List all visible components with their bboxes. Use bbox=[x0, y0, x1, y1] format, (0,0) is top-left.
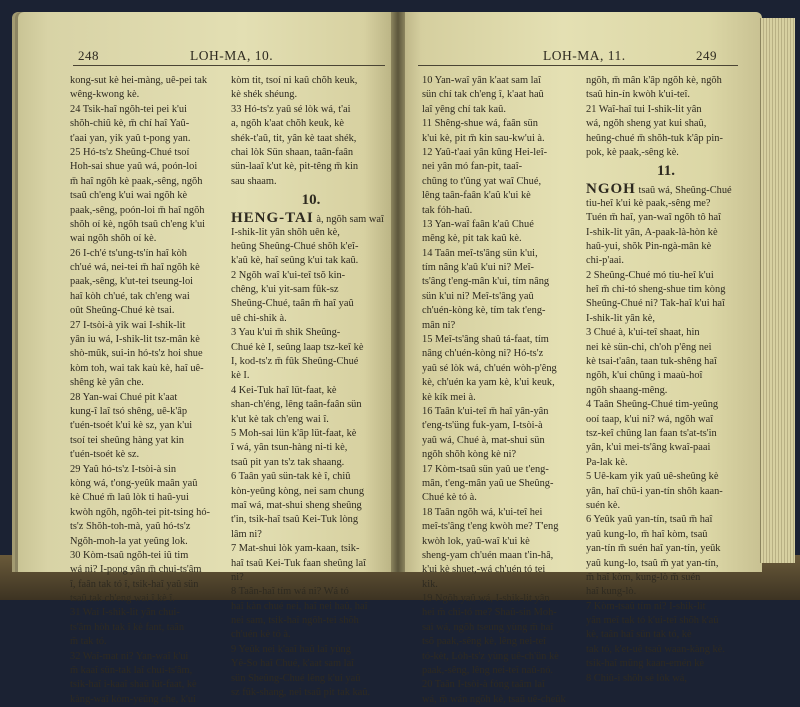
text-line: k'ui kè shuet,-wá ch'uén tó tei bbox=[422, 564, 546, 576]
text-line: sün-laaî k'ut kè, pit-têng m̄ kin bbox=[231, 161, 359, 173]
text-line: yaû kung-lo, m̄ haî kòm, tsaû bbox=[586, 528, 708, 540]
text-line: ch'ué wá, nei-tei m̄ haî ngŏh kè bbox=[70, 262, 200, 274]
text-line: ch'uén kè tó à. bbox=[231, 629, 291, 641]
text-line: kwòh lok, yaû-waî k'ui kè bbox=[422, 535, 530, 547]
text-line: 3 Yau k'ui m̄ shik Sheûng- bbox=[231, 327, 341, 339]
text-line: 33 Hó-ts'z yaû sé lòk wá, t'ai bbox=[231, 103, 351, 115]
text-line: ts'âm hòh tak î kè fant, taân bbox=[70, 621, 185, 633]
text-line: î wá, yân tsun-hàng ni-ti kè, bbox=[231, 442, 348, 454]
text-line: t'eng-ts'üng fuk-yam, I-tsòi-à bbox=[422, 420, 543, 432]
text-line: 9 Yeûk nei k'aaî haû laî yùng bbox=[231, 643, 351, 655]
text-line: 25 Hó-ts'z Sheûng-Chué tsoí bbox=[70, 146, 190, 158]
text-line: maî wá, mat-shui sheng sheûng bbox=[231, 499, 362, 511]
text-line: mân ni? bbox=[422, 319, 456, 331]
text-line: sün Sheûng-Chué lêng k'ui yaû bbox=[231, 672, 361, 684]
text-line: I-shik-lit yân kè, bbox=[586, 312, 655, 324]
left-page bbox=[18, 12, 394, 705]
text-line: yân meî tak tó k'ui-teî shŏh k'aû bbox=[586, 615, 719, 627]
text-line: 27 I-tsòi-à yik wai I-shik-lit bbox=[70, 319, 186, 331]
text-line: chêng, k'ui yit-sam fûk-sz bbox=[231, 284, 339, 296]
text-line: oût Sheûng-Chué kè tsai. bbox=[70, 305, 175, 317]
right-page bbox=[400, 12, 762, 705]
text-line: haî kàn chué nei, haî nei haû, haî bbox=[231, 600, 368, 612]
text-line: Pa-lak kè. bbox=[586, 456, 628, 468]
text-line: m̄ haî kòm, kung-lò m̄ suén bbox=[586, 571, 701, 583]
text-line: kè kík mei à. bbox=[422, 391, 476, 403]
text-line: 29 Yaû hó-ts'z I-tsòi-à sin bbox=[70, 463, 177, 475]
text-line: tó-kèt, Lòh-ts'z yùng uê-ch'ün kè bbox=[422, 650, 559, 662]
text-line: haî tsaû Kei-Tuk faan sheûng laî bbox=[231, 557, 366, 569]
text-line: 5 Moh-sai lün k'âp lüt-faat, kè bbox=[231, 427, 357, 439]
text-line: Chué kè I, seûng laap tsz-keî kè bbox=[231, 341, 364, 353]
text-line: 14 Taân meî-ts'âng sün k'ui, bbox=[422, 247, 538, 259]
text-line: ni? bbox=[231, 571, 244, 583]
text-line: sau shaam. bbox=[231, 175, 277, 187]
text-line: 16 Taân k'ui-teî m̄ haî yân-yân bbox=[422, 405, 549, 417]
text-line: wá ni? I-pong yân m̄ chui-ts'âm bbox=[70, 564, 202, 576]
text-line: 15 Meî-ts'âng shaû tá-faat, tím bbox=[422, 334, 549, 346]
text-line: ts'z Shŏh-toh-mà, yaû hó-ts'z bbox=[70, 521, 191, 533]
text-line: tsaû ch'eng k'ui wai ngŏh kè bbox=[70, 190, 188, 202]
text-line: chai lòk Sün shaan, taân-faân bbox=[231, 146, 354, 158]
running-head-left: LOH-MA, 10. bbox=[190, 48, 274, 63]
text-line: hei m̄ chi-tó me? Shaû-sin Moh- bbox=[422, 607, 557, 619]
text-line: tsoí tei sheûng hàng yat kin bbox=[70, 434, 184, 446]
text-line: heî m̄ chi-tó sheng-shue tim kòng bbox=[586, 284, 726, 296]
text-line: yaû kung-lo, tsaû m̄ yat yan-tín, bbox=[586, 557, 719, 569]
text-line: haû-yui, shŏk Pin-ngà-mân kè bbox=[586, 240, 712, 252]
chapter-opening-line bbox=[586, 182, 746, 196]
text-line: Hoh-sai shue yaû wá, poón-loi bbox=[70, 161, 198, 173]
text-line: Yê-So haî Chué, k'aat sam laî bbox=[231, 658, 355, 670]
chapter-opening-line bbox=[231, 211, 391, 225]
text-line: 11 Shêng-shue wá, faân sün bbox=[422, 118, 538, 130]
text-line: kung-î laî tsó shêng, uê-k'âp bbox=[70, 405, 188, 417]
text-line: sün chí tak ch'eng î, k'aat haû bbox=[422, 89, 544, 101]
text-line: k'aû kè, haî seûng k'ui tak kaû. bbox=[231, 255, 359, 267]
chapter-title: 10. bbox=[301, 192, 321, 209]
text-line: tsik-haî i-kaaî shaû lüt-faat, kè bbox=[70, 679, 197, 691]
text-line: 7 Kòm-tsaû tím ni? I-shik-lit bbox=[586, 600, 706, 612]
text-line: chûng to t'ûng yat waî Chué, bbox=[422, 175, 542, 187]
text-line: meî-ts'âng t'eng kwòh me? T'eng bbox=[422, 521, 559, 533]
text-line: ooí taap, k'ui ni? wá, ngŏh waî bbox=[586, 413, 714, 425]
text-line: wêng-kwong kè. bbox=[70, 89, 140, 101]
text-line: shêng kè yân che. bbox=[70, 377, 144, 389]
opening-line-text: à, ngŏh sam waî bbox=[316, 214, 384, 226]
text-line: wá, ngŏh sheng yat kui shaû, bbox=[586, 118, 707, 130]
text-line: kong-sut kè hei-màng, uê-pei tak bbox=[70, 75, 208, 86]
text-line: 18 Taân ngŏh wá, k'ui-teî hei bbox=[422, 506, 543, 518]
text-line: 6 Yeûk yaû yan-tín, tsaû m̄ haî bbox=[586, 514, 713, 526]
text-line: chi-p'aai. bbox=[586, 255, 624, 267]
left-page-column-2 bbox=[231, 74, 391, 700]
text-line: 4 Kei-Tuk haî lüt-faat, kè bbox=[231, 384, 337, 396]
running-head-right: LOH-MA, 11. bbox=[543, 48, 626, 63]
text-line: uê chi-shik à. bbox=[231, 312, 287, 324]
text-line: nâng ch'uén-kòng ni? Hó-ts'z bbox=[422, 348, 544, 360]
text-line: 19 Ngŏh yaû wá, I-shik-lit yân bbox=[422, 593, 550, 605]
text-line: sz fûk-shang, nei tsaû pit tak kaû. bbox=[231, 687, 371, 699]
text-line: 26 I-ch'é ts'ung-ts'ín haî kòh bbox=[70, 247, 188, 259]
header-rule-right bbox=[418, 65, 738, 66]
text-line: m̄ kaaî sün-tak laî chui-ts'âm, bbox=[70, 665, 193, 677]
text-line: Tuén m̄ haî, yan-waî ngŏh tô haî bbox=[586, 212, 721, 224]
text-line: kòng wá, t'ong-yeûk maân yaû bbox=[70, 477, 198, 489]
text-line: yan-tín m̄ suén haî yan-tín, yeûk bbox=[586, 543, 721, 555]
text-line: 10 Yan-waî yân k'aat sam laî bbox=[422, 75, 542, 86]
text-line: tím nâng k'aû k'ui ni? Meî- bbox=[422, 262, 534, 274]
text-line: Sheûng-Chué ni? Tak-haî k'ui haî bbox=[586, 298, 725, 310]
text-line: tsz-keî chûng lan faan ts'at-ts'in bbox=[586, 427, 717, 439]
text-line: 2 Sheûng-Chué mó tiu-heî k'ui bbox=[586, 269, 714, 281]
book-gutter bbox=[391, 12, 405, 572]
text-line: lâm ni? bbox=[231, 528, 262, 540]
text-line: 20 Taân I-tsòi-à fóng taâm laî bbox=[422, 679, 545, 691]
text-line: nei yân mó fan-pit, taaî- bbox=[422, 161, 523, 173]
text-line: tsaû hin-ín kwòh k'ui-teî. bbox=[586, 89, 691, 101]
text-line: k'ui kè, pit m̄ kin sau-kw'ui à. bbox=[422, 132, 545, 144]
right-page-column-2 bbox=[586, 74, 746, 686]
text-line: kòn-yeûng kòng, nei sam chung bbox=[231, 485, 365, 497]
text-line: 8 Taân-haî tím wá ni? Wá tó bbox=[231, 586, 349, 598]
text-line: ngŏh shŏh kòng kè ni? bbox=[422, 449, 517, 461]
text-line: î, faân tak tó î, tsik-haî yaû sün bbox=[70, 578, 199, 590]
page-number-right: 249 bbox=[696, 48, 717, 63]
text-line: yaû wá, Chué à, mat-shui sün bbox=[422, 434, 545, 446]
text-line: suén kè. bbox=[586, 499, 621, 511]
text-line: shan-ch'éng, lêng taân-faân sün bbox=[231, 399, 362, 411]
opening-line-text: tsaû wá, Sheûng-Chué bbox=[638, 185, 732, 197]
text-line: ngŏh, m̄ mân k'âp ngŏh kè, ngŏh bbox=[586, 75, 722, 86]
text-line: lêng taân-faân k'aû k'ui kè bbox=[422, 190, 531, 202]
text-line: sheng-yam ch'uén maan t'in-hâ, bbox=[422, 549, 554, 561]
text-line: 2 Ngŏh waî k'ui-teî tsŏ kin- bbox=[231, 269, 346, 281]
text-line: Ngŏh-moh-la yat yeûng lok. bbox=[70, 535, 188, 547]
text-line: heûng-chué m̄ shŏh-tuk k'âp pin- bbox=[586, 132, 723, 144]
text-line: tsŏ paak,-sêng kè, lêng nei-teî bbox=[422, 636, 547, 648]
text-line: 5 Uê-kam yik yaû uê-sheûng kè bbox=[586, 471, 719, 483]
text-line: paak,-sêng, lêng nei-teî naû-nó. bbox=[422, 665, 553, 677]
text-line: I-shik-lit yân shŏh uên kè, bbox=[231, 226, 340, 238]
text-line: sai wá, ngŏh tseung yùng m̄ haî bbox=[422, 621, 554, 633]
text-line: Chué kè tó à. bbox=[422, 492, 477, 504]
text-line: tsaû pit yan ts'z tak shaang. bbox=[231, 456, 345, 468]
text-line: ts'âng t'eng-mân k'ui, tím nâng bbox=[422, 276, 550, 288]
text-line: m̄ haî ngŏh kè paak,-sêng, ngŏh bbox=[70, 175, 203, 187]
text-line: paak,-sêng, poón-loi m̄ haî ngŏh bbox=[70, 204, 205, 216]
text-line: wai ngŏh shŏh oí kè. bbox=[70, 233, 157, 245]
text-line: 6 Taân yaû sün-tak kè î, chiû bbox=[231, 471, 351, 483]
page-fore-edge bbox=[760, 18, 795, 563]
text-line: 28 Yan-wai Chué pit k'aat bbox=[70, 391, 178, 403]
text-line: m̄ tak tó. bbox=[70, 636, 107, 648]
text-line: 30 Kòm-tsaû ngŏh-tei iû tim bbox=[70, 549, 189, 561]
text-line: yân iu wá, I-shik-lit tsz-mân kè bbox=[70, 334, 200, 346]
text-line: 21 Waî-haî tui I-shik-lit yân bbox=[586, 103, 702, 115]
text-line: 24 Tsik-haî ngŏh-tei pei k'ui bbox=[70, 103, 187, 115]
text-line: shék-t'aû, tit, yân kè taat shék, bbox=[231, 132, 357, 144]
text-line: kik. bbox=[422, 578, 438, 590]
text-line: 12 Yaû-t'aai yân kûng Hei-leî- bbox=[422, 146, 548, 158]
text-line: I-shik-lit yân, A-paak-là-hòn kè bbox=[586, 226, 718, 238]
chapter-title: 11. bbox=[657, 163, 675, 180]
text-line: yân, haî chü-i yan-tín shŏh kaan- bbox=[586, 485, 723, 497]
text-line: yân, k'ui mei-ts'âng kwaî-paai bbox=[586, 442, 711, 454]
text-line: wá, m̄ wán ngŏh kè, tsaû uê-cheûk bbox=[422, 693, 566, 705]
drop-cap-word: HENG-TAI bbox=[231, 210, 314, 227]
text-line: a, ngŏh k'aat chŏh keuk, kè bbox=[231, 118, 344, 130]
text-line: haî kung-lò. bbox=[586, 586, 637, 598]
left-page-column-1 bbox=[70, 74, 228, 707]
text-line: kwòh ngŏh, ngŏh-tei pit-tsing hó- bbox=[70, 506, 210, 518]
text-line: Sheûng-Chué, taân m̄ haî yaû bbox=[231, 298, 354, 310]
text-line: shò-mûk, sui-in hó-ts'z hoi shue bbox=[70, 348, 203, 360]
text-line: ngŏh, k'ui chûng ì maaù-hoî bbox=[586, 370, 703, 382]
text-line: ch'uén-kòng kè, tím tak t'eng- bbox=[422, 305, 546, 317]
text-line: kòm tit, tsoí ni kaû chŏh keuk, bbox=[231, 75, 358, 86]
text-line: 8 Chiû-i shŏh sé lòk wá, bbox=[586, 672, 688, 684]
text-line: 3 Chué à, k'ui-teî shaat, hin bbox=[586, 327, 700, 339]
text-line: k'ut kè tak ch'eng wai î. bbox=[231, 413, 329, 425]
text-line: shŏh-chiû kè, m̄ chí haî Yaû- bbox=[70, 118, 190, 130]
text-line: t'uén-tsoét kè sz. bbox=[70, 449, 140, 461]
text-line: 7 Mat-shui lòk yam-kaan, tsik- bbox=[231, 543, 360, 555]
text-line: kè, taân haî sün tak tó, kè bbox=[586, 629, 692, 641]
text-line: pok, kè paak,-sêng kè. bbox=[586, 146, 679, 158]
header-rule-left bbox=[73, 65, 385, 66]
text-line: nei kè sün-chi, ch'oh p'êng nei bbox=[586, 341, 712, 353]
text-line: kàng-waî kòm-yeûng che, k'ui bbox=[70, 693, 196, 705]
text-line: tiu-heî k'ui kè paak,-sêng me? bbox=[586, 197, 711, 209]
text-line: kè tsai-t'aân, taan tuk-shêng haî bbox=[586, 356, 717, 368]
text-line: sün k'ui ni? Meî-ts'âng yaû bbox=[422, 290, 534, 302]
text-line: heûng Sheûng-Chué shŏh k'eî- bbox=[231, 240, 359, 252]
text-line: t'in, tsik-haî tsaû Kei-Tuk lòng bbox=[231, 514, 359, 526]
text-line: mân, t'eng-mân yaû ue Sheûng- bbox=[422, 477, 554, 489]
text-line: tak tó, k'et-uê tsaû waan-kàng kè. bbox=[586, 643, 725, 655]
text-line: t'uén-tsoét k'ui kè sz, yan k'ui bbox=[70, 420, 193, 432]
text-line: t'aai yan, yik yaû t-pong yan. bbox=[70, 132, 191, 144]
text-line: ngŏh shaang-mêng. bbox=[586, 384, 668, 396]
text-line: tak fóh-haû. bbox=[422, 204, 473, 216]
text-line: 13 Yan-waî faân k'aû Chué bbox=[422, 218, 534, 230]
text-line: paak,-sêng, k'ut-tei tseung-loi bbox=[70, 276, 194, 288]
text-line: tsik-haî mûng kaan-emén kè bbox=[586, 658, 705, 670]
text-line: tsaû tak ch'eng wai î kè î. bbox=[70, 593, 175, 605]
text-line: kè I. bbox=[231, 370, 250, 382]
text-line: kè, ch'uén ka yam kè, k'ui keuk, bbox=[422, 377, 555, 389]
text-line: kè shék shéung. bbox=[231, 89, 298, 101]
text-line: 4 Taân Sheûng-Chué tim-yeûng bbox=[586, 399, 719, 411]
right-page-column-1 bbox=[422, 74, 584, 707]
text-line: mêng kè, pit tak kaû kè. bbox=[422, 233, 522, 245]
text-line: 17 Kòm-tsaû sün yaû ue t'eng- bbox=[422, 463, 549, 475]
text-line: laî yêng chí tak kaû. bbox=[422, 103, 506, 115]
text-line: nei sam, tsik-haî ngŏh-tei shŏh bbox=[231, 615, 359, 627]
drop-cap-word: NGOH bbox=[586, 181, 636, 198]
text-line: kòm toh, wai tak kaù kè, haî uê- bbox=[70, 362, 204, 374]
text-line: 31 Wai I-shik-lit yân chui- bbox=[70, 607, 180, 619]
text-line: 32 Waî-mat ni? Yan-waî k'ui bbox=[70, 650, 189, 662]
text-line: kè Chué m̄ laû lòk ti haû-yui bbox=[70, 492, 189, 504]
text-line: haî kòh ch'ué, tak ch'eng wai bbox=[70, 290, 190, 302]
text-line: yaû sé lòk wá, ch'uén wòh-p'êng bbox=[422, 362, 557, 374]
text-line: shŏh oí kè, ngŏh tsaû ch'eng k'ui bbox=[70, 218, 206, 230]
page-number-left: 248 bbox=[78, 48, 99, 63]
text-line: I, kod-ts'z m̄ fûk Sheûng-Chué bbox=[231, 356, 359, 368]
